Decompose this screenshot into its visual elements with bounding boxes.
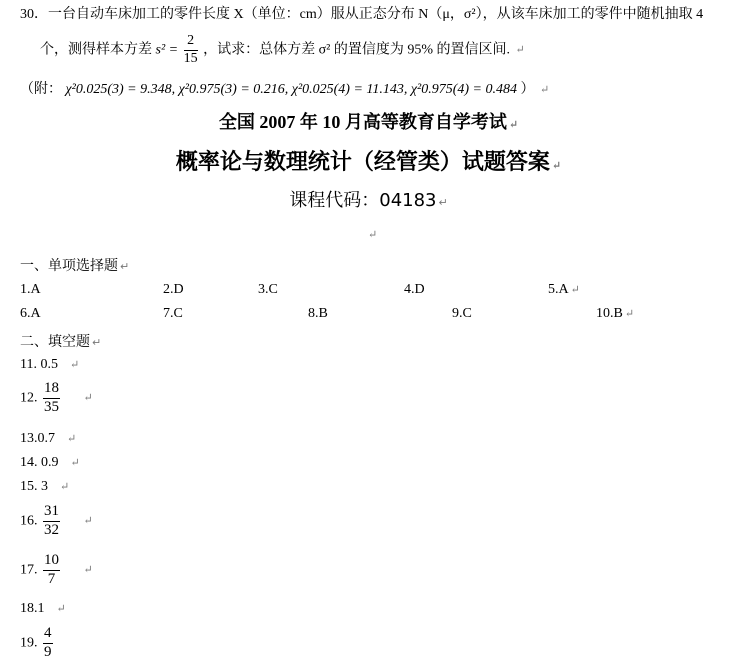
fraction-denominator: 15: [183, 50, 198, 66]
answer-16-fraction: [43, 504, 60, 539]
paragraph-mark-icon: ↵: [624, 308, 635, 320]
question-30-appendix: [20, 78, 549, 98]
fraction-numerator: 4: [43, 626, 53, 644]
paragraph-mark-icon: ↵: [515, 44, 525, 57]
paragraph-mark-icon: ↵: [92, 336, 102, 349]
paragraph-mark-icon: ↵: [83, 392, 93, 405]
fraction-numerator: 10: [43, 553, 60, 571]
paragraph-mark-icon: ↵: [69, 359, 80, 371]
appendix-label: （附：: [20, 82, 62, 97]
appendix-close: ）: [520, 82, 535, 97]
answer-19: [20, 626, 55, 661]
course-code: [0, 186, 737, 212]
answer-19-fraction: [43, 626, 53, 661]
paragraph-mark-icon: ↵: [438, 196, 448, 209]
paragraph-mark-icon: ↵: [508, 119, 519, 131]
chi-square-value-4: χ²0.975(4) = 0.484: [410, 82, 518, 97]
answer-item: 2.D: [163, 282, 184, 297]
variance-fraction: [184, 34, 198, 66]
blank-line: [366, 225, 377, 243]
answer-item: 7.C: [163, 306, 183, 321]
answer-15: [20, 479, 69, 495]
answer-text: 14. 0.9: [20, 455, 59, 470]
paragraph-mark-icon: ↵: [570, 284, 580, 296]
question-text: 30．一台自动车床加工的零件长度 X（单位：cm）服从正态分布 N（μ，σ²），从该车床加工的零件中随机抽取 4: [20, 7, 704, 22]
fraction-numerator: 31: [43, 504, 60, 522]
answer-16: [20, 504, 93, 539]
paragraph-mark-icon: ↵: [83, 564, 93, 577]
paragraph-mark-icon: ↵: [70, 457, 80, 469]
answer-11: [20, 357, 79, 373]
fraction-denominator: 7: [47, 570, 56, 587]
answer-text: 15. 3: [20, 479, 48, 494]
answer-text: 11. 0.5: [20, 357, 58, 372]
section-fill-blank-heading: [20, 331, 101, 351]
answer-item: 1.A: [20, 282, 41, 297]
answer-13: [20, 431, 76, 447]
fraction-denominator: 32: [44, 521, 59, 538]
answer-14: [20, 455, 80, 471]
chi-square-value-2: χ²0.975(3) = 0.216,: [178, 82, 289, 97]
answer-17: [20, 553, 93, 588]
answer-12-fraction: [43, 381, 60, 416]
paragraph-mark-icon: ↵: [60, 481, 70, 493]
exam-title-text: 全国 2007 年 10 月高等教育自学考试: [218, 112, 507, 132]
chi-square-value-3: χ²0.025(4) = 11.143,: [291, 82, 408, 97]
paragraph-mark-icon: ↵: [368, 229, 378, 241]
answer-item: 4.D: [404, 282, 425, 297]
answer-item: 6.A: [20, 306, 41, 321]
chi-square-value-1: χ²0.025(3) = 9.348,: [65, 82, 176, 97]
section-heading-text: 二、填空题: [20, 334, 90, 350]
paragraph-mark-icon: ↵: [120, 260, 130, 273]
paper-title: [0, 145, 737, 176]
paragraph-mark-icon: ↵: [56, 603, 66, 615]
answer-item: 9.C: [452, 306, 472, 321]
answer-18: [20, 601, 66, 617]
question-text: 个，测得样本方差: [40, 42, 152, 58]
section-heading-text: 一、单项选择题: [20, 258, 118, 274]
sample-variance-symbol: s² =: [155, 42, 179, 58]
answer-item: 10.B: [596, 306, 623, 321]
fraction-numerator: 18: [43, 381, 60, 399]
answer-label: 19.: [20, 635, 38, 651]
answer-item: 8.B: [308, 306, 328, 321]
paper-title-text: 概率论与数理统计（经管类）试题答案: [175, 149, 550, 174]
answer-text: 13.0.7: [20, 431, 55, 446]
fraction-denominator: 9: [44, 643, 52, 660]
question-text: ，试求：总体方差 σ² 的置信度为 95% 的置信区间.: [203, 42, 510, 58]
paragraph-mark-icon: ↵: [67, 433, 77, 445]
paragraph-mark-icon: ↵: [551, 160, 562, 172]
answer-label: 16.: [20, 513, 38, 529]
question-30-line2: [40, 34, 525, 66]
answer-label: 17.: [20, 562, 38, 578]
answer-text: 18.1: [20, 601, 45, 616]
fraction-numerator: 2: [184, 34, 198, 51]
answer-item-row-end: [548, 282, 580, 298]
answer-item: 5.A: [548, 282, 569, 297]
answer-label: 12.: [20, 390, 38, 406]
answer-item: 3.C: [258, 282, 278, 297]
exam-title: [0, 108, 737, 134]
paragraph-mark-icon: ↵: [83, 515, 93, 528]
answer-12: [20, 381, 93, 416]
section-single-choice-heading: [20, 255, 129, 275]
paragraph-mark-icon: ↵: [540, 84, 550, 96]
answer-17-fraction: [43, 553, 60, 588]
question-30-line1: [20, 3, 703, 23]
course-code-text: 课程代码：04183: [289, 190, 437, 211]
fraction-denominator: 35: [44, 398, 59, 415]
answer-item-row-end: [596, 306, 634, 322]
